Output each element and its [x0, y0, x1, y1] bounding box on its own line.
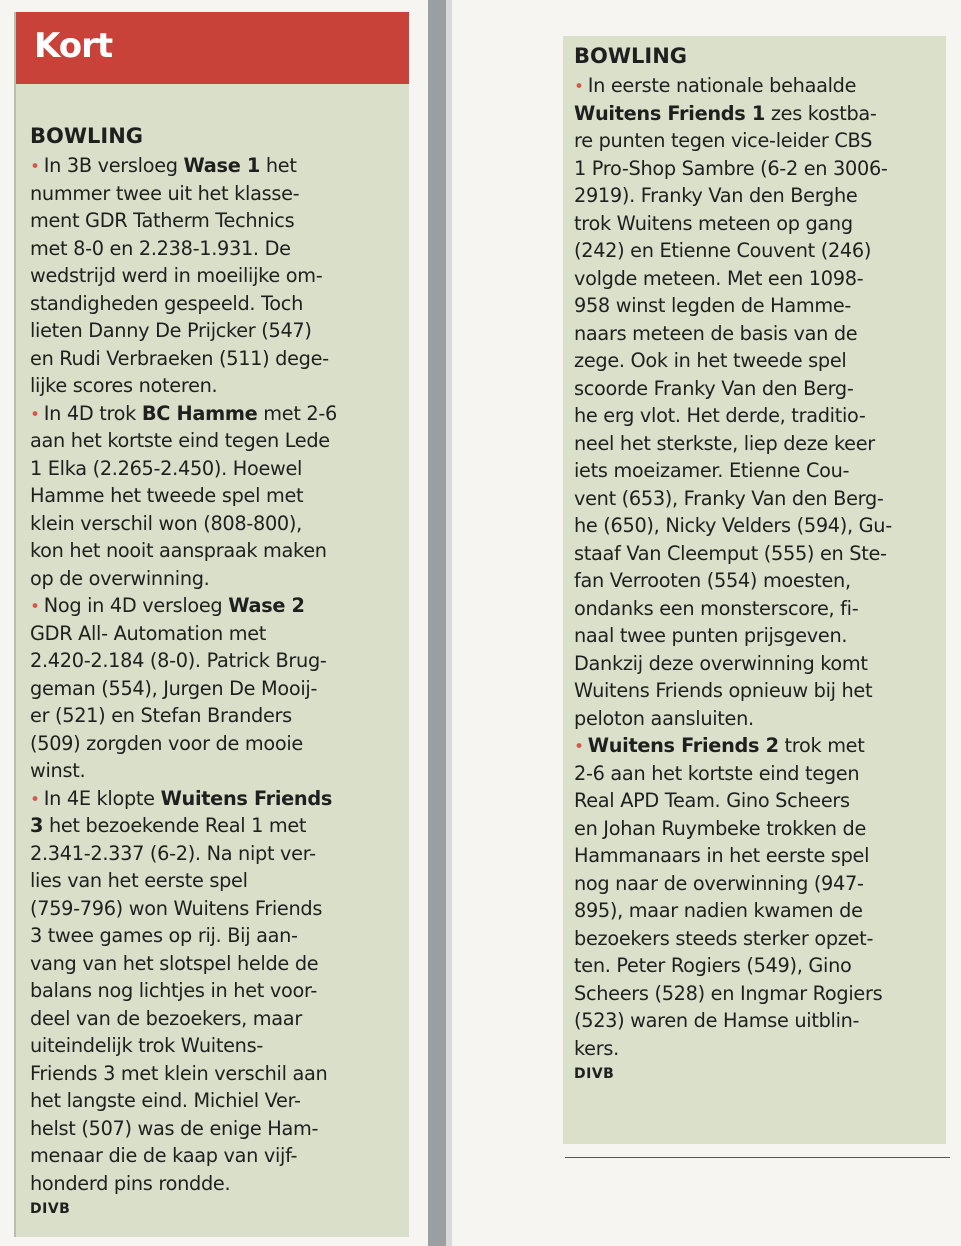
text-span: het	[260, 154, 297, 177]
text-line	[30, 840, 410, 868]
article-heading: BOWLING	[30, 124, 144, 148]
text-line	[574, 677, 946, 705]
section-header	[16, 12, 409, 84]
text-span: er (521) en Stefan Branders	[30, 704, 292, 727]
text-span: 2-6 aan het kortste eind tegen	[574, 761, 860, 785]
bullet-icon: •	[30, 404, 40, 425]
text-line	[574, 237, 946, 265]
article-body	[574, 72, 946, 1062]
text-span: helst (507) was de enige Ham-	[30, 1116, 319, 1140]
text-line	[30, 922, 410, 950]
text-span: Friends 3 met klein verschil aan	[30, 1061, 328, 1085]
text-line	[574, 1035, 946, 1063]
text-span: naal twee punten prijsgeven.	[574, 624, 848, 647]
text-span: (523) waren de Hamse uitblin-	[574, 1009, 860, 1032]
divider-line	[565, 1157, 950, 1158]
text-line	[30, 262, 410, 290]
text-line	[574, 760, 946, 788]
text-line	[30, 757, 410, 785]
text-span: honderd pins rondde.	[30, 1171, 231, 1195]
text-line	[574, 980, 946, 1008]
text-line	[574, 292, 946, 320]
text-line	[574, 870, 946, 898]
text-line	[574, 567, 946, 595]
text-span: Nog in 4D versloeg	[43, 594, 229, 617]
scanner-strip-edge	[446, 0, 452, 1246]
text-line	[574, 402, 946, 430]
text-line	[574, 100, 946, 128]
text-line	[574, 1007, 946, 1035]
text-span: vang van het slotspel helde de	[30, 951, 319, 975]
text-line	[574, 155, 946, 183]
article-signature: DIVB	[30, 1201, 71, 1217]
text-line	[30, 565, 410, 593]
text-line	[574, 430, 946, 458]
text-span: Scheers (528) en Ingmar Rogiers	[574, 981, 883, 1005]
text-line	[30, 317, 410, 345]
text-span: bezoekers steeds sterker opzet-	[574, 926, 874, 950]
text-line	[574, 485, 946, 513]
text-line	[574, 347, 946, 375]
text-span: In 3B versloeg	[43, 154, 184, 177]
text-span: re punten tegen vice-leider CBS	[574, 129, 873, 152]
text-line	[574, 925, 946, 953]
text-span: Hammanaars in het eerste spel	[574, 844, 870, 867]
scanner-strip	[428, 0, 446, 1246]
text-span: 3 twee games op rij. Bij aan-	[30, 924, 298, 947]
text-line	[574, 457, 946, 485]
text-span: scoorde Franky Van den Berg-	[574, 376, 854, 400]
text-span: Dankzij deze overwinning komt	[574, 651, 868, 675]
text-line	[30, 812, 410, 840]
text-line	[30, 207, 410, 235]
text-line	[30, 1032, 410, 1060]
text-line	[574, 72, 946, 100]
text-line	[30, 1142, 410, 1170]
text-span: zes kostba-	[764, 101, 877, 125]
text-line	[30, 1087, 410, 1115]
text-line	[30, 895, 410, 923]
text-span: naars meteen de basis van de	[574, 321, 858, 345]
text-line	[574, 650, 946, 678]
text-span: (242) en Etienne Couvent (246)	[574, 239, 872, 262]
text-span: deel van de bezoekers, maar	[30, 1006, 302, 1030]
team-name: Wuitens Friends	[160, 786, 333, 810]
text-line	[574, 815, 946, 843]
article-left	[30, 120, 410, 1221]
text-line	[30, 1005, 410, 1033]
text-span: ondanks een monsterscore, fi-	[574, 596, 859, 620]
text-span: met 2-6	[257, 401, 338, 425]
text-span: (509) zorgden voor de mooie	[30, 731, 303, 755]
text-span: In eerste nationale behaalde	[587, 74, 857, 97]
text-line	[574, 540, 946, 568]
text-span: ment GDR Tatherm Technics	[30, 209, 295, 232]
text-span: 2919). Franky Van den Berghe	[574, 184, 858, 207]
text-span: vent (653), Franky Van den Berg-	[574, 486, 884, 510]
text-line	[30, 867, 410, 895]
bullet-icon: •	[30, 597, 40, 617]
text-line	[574, 952, 946, 980]
text-line	[30, 702, 410, 730]
text-span: winst.	[30, 759, 86, 782]
text-line	[574, 732, 946, 760]
text-line	[30, 235, 410, 263]
text-line	[574, 265, 946, 293]
text-span: balans nog lichtjes in het voor-	[30, 979, 318, 1002]
team-name: Wuitens Friends 2	[587, 734, 779, 757]
text-span: 895), maar nadien kwamen de	[574, 899, 863, 922]
text-span: 958 winst legden de Hamme-	[574, 294, 852, 317]
text-line	[30, 427, 410, 455]
text-span: geman (554), Jurgen De Mooij-	[30, 676, 318, 700]
article-heading: BOWLING	[574, 44, 688, 68]
text-span: he erg vlot. Het derde, traditio-	[574, 404, 866, 427]
text-span: wedstrijd werd in moeilijke om-	[30, 264, 323, 287]
text-span: he (650), Nicky Velders (594), Gu-	[574, 514, 892, 537]
text-line	[30, 730, 410, 758]
text-span: aan het kortste eind tegen Lede	[30, 429, 330, 452]
bullet-icon: •	[30, 157, 40, 177]
text-span: neel het sterkste, liep deze keer	[574, 431, 875, 455]
text-line	[30, 372, 410, 400]
text-line	[30, 620, 410, 648]
text-span: Wuitens Friends opnieuw bij het	[574, 679, 873, 702]
text-span: In 4D trok	[43, 401, 142, 425]
text-line	[574, 512, 946, 540]
text-span: klein verschil won (808-800),	[30, 511, 302, 535]
text-span: zege. Ook in het tweede spel	[574, 349, 847, 372]
text-span: 1 Elka (2.265-2.450). Hoewel	[30, 456, 303, 480]
article-body	[30, 152, 410, 1197]
text-span: trok met	[778, 734, 865, 757]
text-span: nummer twee uit het klasse-	[30, 181, 300, 205]
text-span: trok Wuitens meteen op gang	[574, 211, 853, 235]
text-span: 2.420-2.184 (8-0). Patrick Brug-	[30, 649, 327, 672]
text-span: lieten Danny De Prijcker (547)	[30, 319, 312, 342]
text-span: en Rudi Verbraeken (511) dege-	[30, 346, 329, 370]
bullet-icon: •	[574, 737, 584, 757]
text-line	[30, 647, 410, 675]
text-line	[574, 842, 946, 870]
text-line	[574, 210, 946, 238]
text-line	[30, 1170, 410, 1198]
text-span: uiteindelijk trok Wuitens-	[30, 1034, 263, 1057]
team-name: Wase 1	[183, 154, 261, 177]
text-line	[30, 180, 410, 208]
text-line	[574, 595, 946, 623]
text-line	[30, 675, 410, 703]
text-span: lijke scores noteren.	[30, 374, 218, 397]
text-span: het bezoekende Real 1 met	[43, 814, 307, 837]
text-line	[30, 152, 410, 180]
text-span: met 8-0 en 2.238-1.931. De	[30, 236, 291, 260]
text-span: Hamme het tweede spel met	[30, 484, 304, 507]
text-line	[30, 345, 410, 373]
text-line	[574, 127, 946, 155]
text-span: (759-796) won Wuitens Friends	[30, 896, 323, 920]
text-span: menaar die de kaap van vijf-	[30, 1144, 298, 1167]
text-span: en Johan Ruymbeke trokken de	[574, 816, 867, 840]
text-span: staaf Van Cleemput (555) en Ste-	[574, 541, 887, 565]
text-line	[30, 977, 410, 1005]
text-span: peloton aansluiten.	[574, 706, 754, 730]
text-line	[30, 1060, 410, 1088]
team-name: BC Hamme	[141, 401, 258, 425]
bullet-icon: •	[30, 789, 40, 810]
text-span: kers.	[574, 1036, 619, 1060]
text-line	[30, 592, 410, 620]
text-line	[30, 482, 410, 510]
text-line	[30, 785, 410, 813]
text-line	[574, 375, 946, 403]
text-line	[30, 1115, 410, 1143]
section-title: Kort	[34, 26, 113, 66]
text-span: In 4E klopte	[43, 786, 161, 810]
text-line	[30, 537, 410, 565]
bullet-icon: •	[574, 77, 584, 97]
text-span: lies van het eerste spel	[30, 869, 248, 892]
text-span: het langste eind. Michiel Ver-	[30, 1089, 301, 1112]
text-span: ten. Peter Rogiers (549), Gino	[574, 954, 852, 977]
team-name: Wuitens Friends 1	[574, 101, 765, 125]
text-line	[574, 705, 946, 733]
text-span: 1 Pro-Shop Sambre (6-2 en 3006-	[574, 156, 888, 180]
text-line	[574, 622, 946, 650]
text-span: Real APD Team. Gino Scheers	[574, 789, 850, 812]
text-line	[30, 510, 410, 538]
text-line	[574, 320, 946, 348]
text-span: fan Verrooten (554) moesten,	[574, 569, 851, 592]
article-right	[574, 40, 946, 1086]
text-line	[30, 455, 410, 483]
text-span: volgde meteen. Met een 1098-	[574, 266, 864, 290]
text-span: 2.341-2.337 (6-2). Na nipt ver-	[30, 841, 316, 865]
text-span: standigheden gespeeld. Toch	[30, 291, 303, 315]
text-span: kon het nooit aanspraak maken	[30, 539, 327, 562]
text-span: op de overwinning.	[30, 566, 210, 590]
text-line	[574, 787, 946, 815]
text-line	[574, 897, 946, 925]
article-signature: DIVB	[574, 1066, 615, 1082]
text-span: nog naar de overwinning (947-	[574, 871, 864, 895]
text-line	[30, 400, 410, 428]
text-line	[30, 950, 410, 978]
text-span: iets moeizamer. Etienne Cou-	[574, 459, 850, 482]
team-name: Wase 2	[228, 594, 305, 617]
text-line	[574, 182, 946, 210]
team-name: 3	[30, 814, 44, 837]
text-line	[30, 290, 410, 318]
text-span: GDR All- Automation met	[30, 621, 267, 645]
